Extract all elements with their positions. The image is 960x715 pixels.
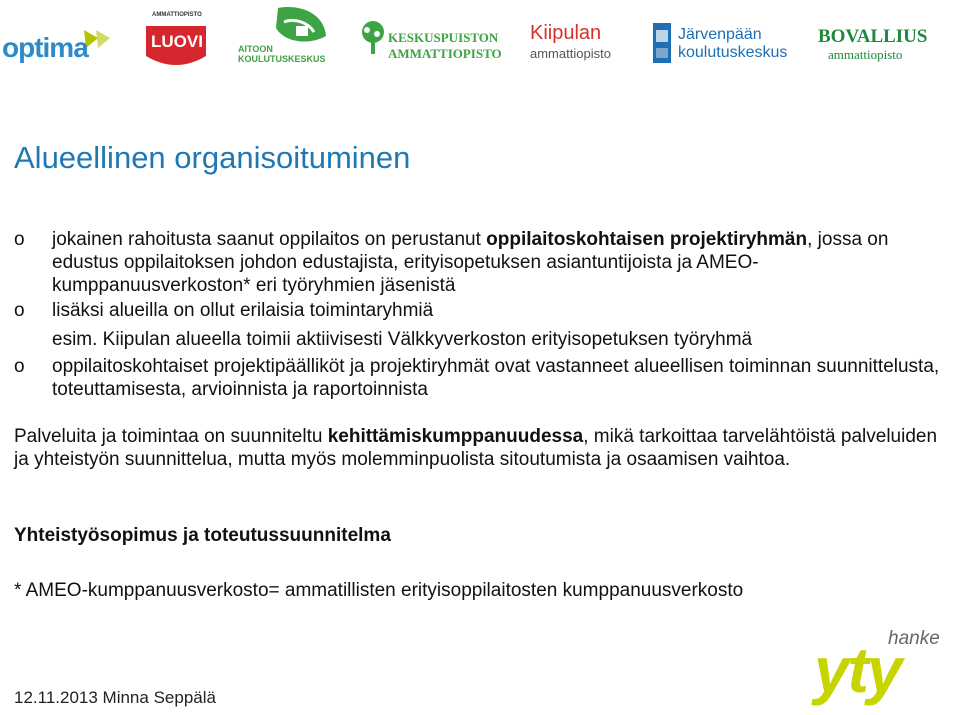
bovallius-logo: BOVALLIUS ammattiopisto — [818, 26, 928, 62]
jarvenpaan-logo: Järvenpään koulutuskeskus — [652, 22, 792, 67]
slide-title: Alueellinen organisoituminen — [14, 140, 411, 175]
list-item: o jokainen rahoitusta saanut oppilaitos on perustanut oppilaitoskohtaisen projektiryhmän, jossa on edustus oppilaitoksen johdon edustajista, erityisopetuksen asiantuntijoista ja AMEO-kumppanuusverkoston* eri työryhmien jäsenistä — [14, 229, 889, 296]
list-item: o oppilaitoskohtaiset projektipäälliköt ja projektiryhmät ovat vastanneet alueellisen toiminnan suunnittelusta, toteuttamisesta, arvioinnista ja raportoinnista — [14, 356, 940, 400]
optima-logo: optima — [2, 30, 112, 70]
bullet-marker: o — [14, 300, 25, 321]
agreement-heading: Yhteistyösopimus ja toteutussuunnitelma — [14, 525, 391, 546]
aitoon-logo: AITOON KOULUTUSKESKUS — [238, 2, 333, 74]
tree-icon — [358, 20, 388, 56]
kiipulan-logo: Kiipulan ammattiopisto — [530, 22, 611, 61]
jarvenpaa-crest-icon — [652, 22, 674, 64]
luovi-logo: AMMATTIOPISTO LUOVI — [140, 12, 212, 72]
bullet-marker: o — [14, 356, 25, 377]
partner-logos — [0, 0, 960, 80]
bold-term: kehittämiskumppanuudessa — [327, 426, 584, 447]
bullet-list — [14, 228, 944, 401]
bullet-marker: o — [14, 229, 25, 250]
list-item: o lisäksi alueilla on ollut erilaisia toimintaryhmiä esim. Kiipulan alueella toimii aktiivisesti Välkkyverkoston erityisopetuksen työryhmä — [14, 300, 753, 350]
keskuspuisto-logo: KESKUSPUISTON AMMATTIOPISTO — [358, 20, 503, 65]
bold-term: oppilaitoskohtaisen projektiryhmän — [486, 229, 808, 250]
footnote: * AMEO-kumppanuusverkosto= ammatillisten erityisoppilaitosten kumppanuusverkosto — [14, 580, 744, 601]
yty-logo: hanke yty — [814, 628, 940, 706]
footer-date-author: 12.11.2013 Minna Seppälä — [14, 688, 216, 707]
partnership-paragraph: Palveluita ja toimintaa on suunniteltu kehittämiskumppanuudessa, mikä tarkoittaa tarvelähtöistä palveluiden ja yhteistyön suunnittelua, mutta myös molemminpuolista sitoutumista ja osaamisen vaihtoa. — [14, 426, 938, 470]
